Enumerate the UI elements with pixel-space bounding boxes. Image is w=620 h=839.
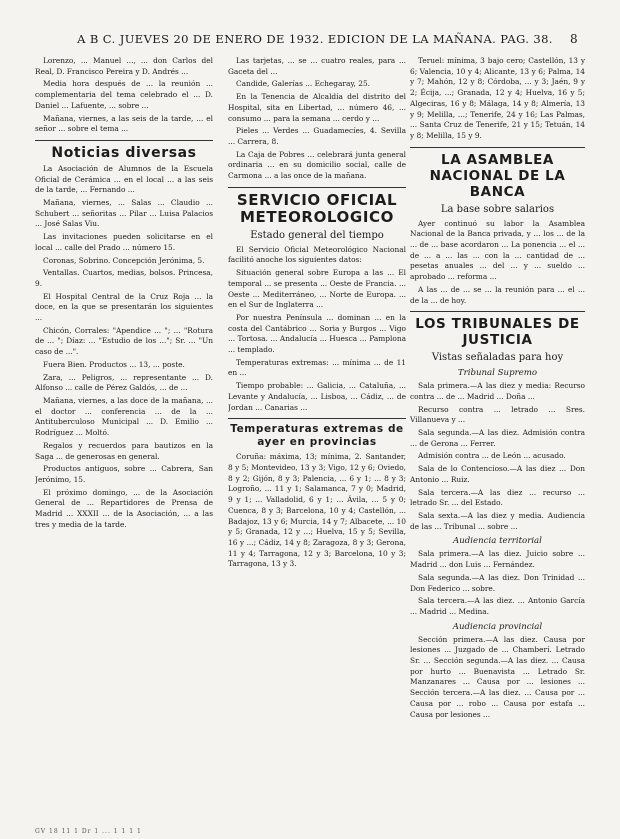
paragraph: El Servicio Oficial Meteorológico Nacional facilitó anoche los siguientes datos: [228, 244, 406, 265]
paragraph: Recurso contra ... letrado ... Sres. Villanueva y ... [410, 404, 585, 425]
divider [410, 311, 585, 312]
paragraph: Regalos y recuerdos para bautizos en la Saga ... de generosas en general. [35, 440, 213, 461]
paragraph: A las ... de ... se ... la reunión para ... el ... de la ... de hoy. [410, 284, 585, 305]
paragraph: Las tarjetas, ... se ... cuatro reales, para ... Gaceta del ... [228, 56, 406, 76]
subheading-territorial: Audiencia territorial [453, 536, 542, 547]
paragraph: La Asociación de Alumnos de la Escuela Oficial de Cerámica ... en el local ... a las seis de la tarde, ... Fernando ... [35, 163, 213, 195]
paragraph: Temperaturas extremas: ... mínima ... de 11 en ... [228, 357, 406, 378]
paragraph: En la Tenencia de Alcaldía del distrito del Hospital, sita en Libertad, ... número 46, ... consumo ... para la semana ... cerdo y ... [228, 92, 406, 123]
subheading-supremo: Tribunal Supremo [457, 368, 538, 379]
paragraph: Mañana, viernes, ... Salas ... Claudio ... Schubert ... señoritas ... Pilar ... Luisa Palacios ... José Salas Viu. [35, 198, 213, 229]
paragraph: Por nuestra Península ... dominan ... en la costa del Cantábrico ... Soria y Burgos ... Vigo ... Tortosa. ... Andalucía ... Huesca ... Pamplona ... templado. [228, 312, 406, 355]
paragraph: Coronas, Sobrino. Concepción Jerónima, 5. [43, 255, 205, 265]
subheading-vistas: Vistas señaladas para hoy [431, 352, 564, 364]
paragraph: Sala tercera.—A las diez. ... Antonio García ... Madrid ... Medina. [410, 596, 585, 616]
paragraph: Tiempo probable: ... Galicia, ... Cataluña, ... Levante y Andalucía, ... Lisboa, ... Cádiz, ... de Jordan ... Canarias ... [228, 381, 406, 412]
section-heading-servicio: SERVICIO OFICIAL METEOROLOGICO [236, 190, 398, 226]
page-header [30, 28, 600, 50]
paragraph: Sala primera.—A las diez y media: Recurso contra ... de ... Madrid ... Doña ... [410, 381, 585, 401]
paragraph: Sala primera.—A las diez. Juicio sobre ... Madrid ... don Luis ... Fernández. [410, 549, 585, 570]
paragraph: Mañana, viernes, a las doce de la mañana, ... el doctor ... conferencia ... de la ... Antituberculoso Municipal ... D. Emilio ... Rodríguez ... Moltó. [35, 395, 213, 438]
divider [35, 140, 213, 141]
paragraph: Lorenzo, ... Manuel ..., ... don Carlos del Real, D. Francisco Pereira y D. Andrés ... [35, 56, 213, 76]
column-1 [35, 56, 213, 825]
divider [410, 147, 585, 148]
column-3 [410, 56, 585, 825]
paragraph: Sala de lo Contencioso.—A las diez ... Don Antonio ... Ruiz. [410, 464, 585, 484]
paragraph: Sala sexta.—A las diez y media. Audiencia de las ... Tribunal ... sobre ... [410, 510, 585, 531]
paragraph: Admisión contra ... de León ... acusado. [418, 451, 566, 461]
section-heading-temperaturas: Temperaturas extremas de ayer en provincias [230, 423, 404, 449]
paragraph: Coruña: máxima, 13; mínima, 2. Santander, 8 y 5; Montevideo, 13 y 3; Vigo, 12 y 6; Oviedo, 8 y 2; Gijón, 8 y 3; Palencia, ... 6 y 1; ... 8 y 3; Logroño, ... 11 y 1; Salamanca, 7 y 0; Madrid, 9 y 1; ... Valladolid, 6 y 1; ... Ávila, ... 5 y 0; Cuenca, 8 y 3; Barcelona, 10 y 4; Castellón, ... Badajoz, 13 y 6; Murcia, 14 y 7; Albacete, ... 10 y 5; Granada, 12 y ...; Huelva, 15 y 5; Sevilla, 16 y ...; Cádiz, 14 y 8; Zaragoza, 8 y 3; Gerona, 11 y 4; Tarragona, 12 y 3; Barcelona, 10 y 3; Tarragona, 13 y 3. [228, 452, 406, 569]
section-heading-asamblea: LA ASAMBLEA NACIONAL DE LA BANCA [429, 151, 566, 200]
subheading-estado: Estado general del tiempo [250, 229, 384, 241]
paragraph: El Hospital Central de la Cruz Roja ... la doce, en la que se presentarán los siguientes ... [35, 291, 213, 323]
paragraph: Fuera Bien. Productos ... 13, ... poste. [43, 359, 185, 369]
paragraph: Pieles ... Verdes ... Guadamecíes, 4. Sevilla ... Carrera, 8. [228, 126, 406, 146]
paragraph: Candide, Galerías ... Echegaray, 25. [236, 79, 370, 89]
divider [228, 418, 406, 419]
paragraph: Teruel: mínima, 3 bajo cero; Castellón, 13 y 6; Valencia, 10 y 4; Alicante, 13 y 6; Palma, 14 y 7; Mahón, 12 y 8; Córdoba, ... y 3; Jaén, 9 y 2; Écija, ...; Granada, 12 y 4; Huelva, 16 y 5; Algeciras, 16 y 8; Málaga, 14 y 8; Almería, 13 y 9; Melilla, ...; Tenerife, 24 y 16; Las Palmas, ... Santa Cruz de Tenerife, 21 y 15; Tetuán, 14 y 8; Melilla, 15 y 9. [410, 56, 585, 140]
paragraph: Ventallas. Cuartos, medias, bolsos. Princesa, 9. [35, 268, 213, 288]
divider [228, 187, 406, 188]
paragraph: Sección primera.—A las diez. Causa por lesiones ... Juzgado de ... Chamberí. Letrado Sr. ... Sección segunda.—A las diez. ... Causa por hurto ... Buenavista ... Letrado Sr. Manzanares ... Causa por ... lesiones ... Sección tercera.—A las diez. ... Causa por ... Causa por ... robo ... Causa por estafa ... Causa por lesiones ... [410, 634, 585, 719]
paragraph: Media hora después de ... la reunión ... complementaria del tema celebrado el ... D. Daniel ... Lafuente, ... sobre ... [35, 79, 213, 110]
paragraph: Ayer continuó su labor la Asamblea Nacional de la Banca privada, y ... los ... de la ... de ... base acordaron ... La ponencia ... el ... de ... a ... las ... con la ... cantidad de ... pesetas anuales ... del ... y ... sueldo ... aprobado ... reforma ... [410, 218, 585, 282]
page-footer: GV 18 11 1 Dr 1 ... 1 1 1 1 [35, 828, 142, 835]
paragraph: Mañana, viernes, a las seis de la tarde, ... el señor ... sobre el tema ... [35, 113, 213, 134]
paragraph: La Caja de Pobres ... celebrará junta general ordinaria ... en su domicilio social, calle de Carmona ... a las once de la mañana. [228, 149, 406, 181]
header-line: A B C. JUEVES 20 DE ENERO DE 1932. EDICION DE LA MAÑANA. PAG. 38. [77, 32, 553, 46]
paragraph: Productos antiguos, sobre ... Cabrera, San Jerónimo, 15. [35, 464, 213, 484]
page-number: 8 [569, 32, 578, 46]
section-heading-tribunales: LOS TRIBUNALES DE JUSTICIA [415, 316, 580, 349]
subheading-provincial: Audiencia provincial [452, 621, 543, 632]
paragraph: Zara, ... Peligros, ... representante ... D. Alfonso ... calle de Pérez Galdós, ... de ... [35, 372, 213, 393]
paragraph: Situación general sobre Europa a las ... El temporal ... se presenta ... Oeste de Francia. ... Oeste ... Mediterráneo, ... Norte de Europa. ... en el Sur de Inglaterra ... [228, 268, 406, 310]
section-heading-noticias: Noticias diversas [51, 144, 197, 161]
subheading-base-salarios: La base sobre salarios [440, 203, 555, 215]
paragraph: Sala segunda.—A las diez. Don Trinidad ... Don Federico ... sobre. [410, 572, 585, 593]
paragraph: Sala tercera.—A las diez ... recurso ... letrado Sr. ... del Estado. [410, 487, 585, 508]
paragraph: Sala segunda.—A las diez. Admisión contra ... de Gerona ... Ferrer. [410, 428, 585, 448]
paragraph: El próximo domingo, ... de la Asociación General de ... Repartidores de Prensa de Madrid ... XXXII ... de la Asociación, ... a las tres y media de la tarde. [35, 487, 213, 529]
paragraph: Las invitaciones pueden solicitarse en el local ... calle del Prado ... número 15. [35, 232, 213, 252]
paragraph: Chicón, Corrales: "Apendice ... "; ... "Rotura de ... "; Díaz: ... "Estudio de los ..."; Sr. ... "Un caso de ...". [35, 325, 213, 357]
column-2 [228, 56, 406, 825]
